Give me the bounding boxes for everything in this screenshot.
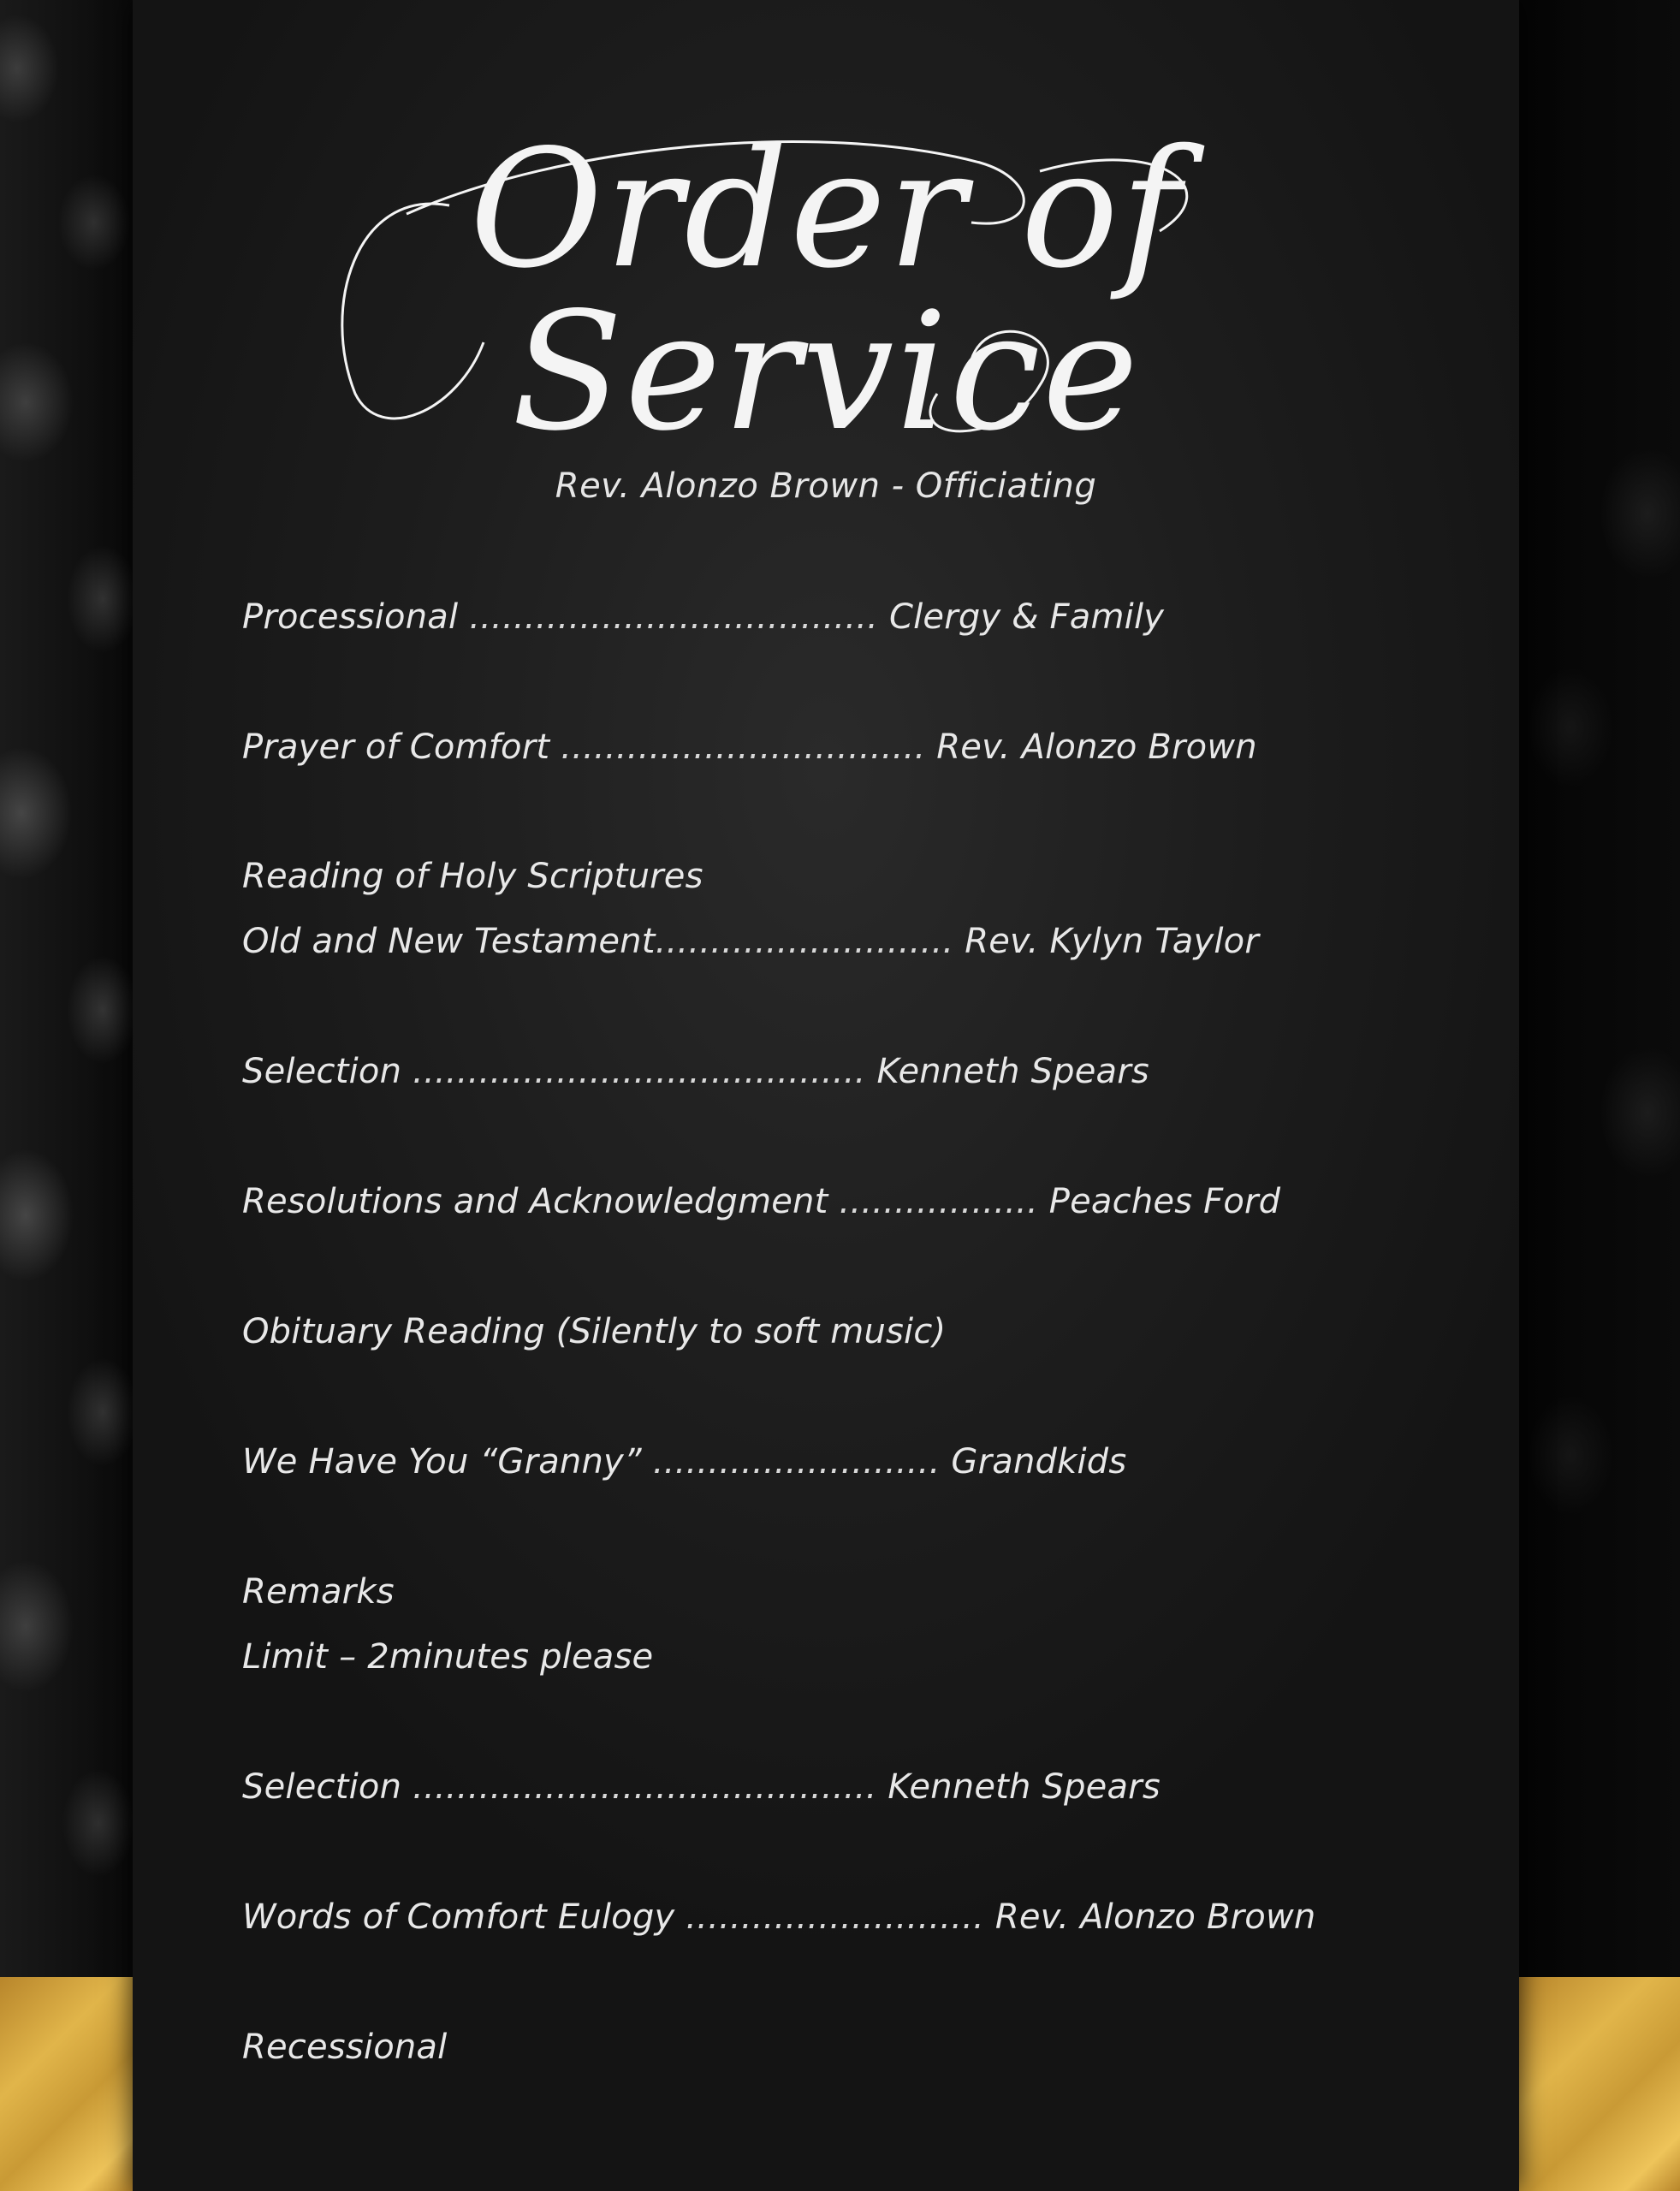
item-label: Obituary Reading (Silently to soft music) bbox=[242, 1312, 947, 1351]
list-item bbox=[242, 1054, 1149, 1089]
item-label: Prayer of Comfort bbox=[242, 727, 550, 767]
right-damask-border bbox=[1519, 0, 1680, 1977]
item-label: Limit – 2minutes please bbox=[242, 1637, 654, 1677]
leader-dots: .................. bbox=[828, 1182, 1038, 1221]
list-item bbox=[242, 1182, 1281, 1221]
item-label: Remarks bbox=[242, 1572, 395, 1612]
list-item bbox=[242, 1572, 395, 1612]
item-person: Rev. Kylyn Taylor bbox=[953, 922, 1259, 961]
item-label: Reading of Holy Scriptures bbox=[242, 857, 703, 896]
item-label: Old and New Testament bbox=[242, 922, 656, 961]
item-label: Words of Comfort Eulogy bbox=[242, 1897, 675, 1937]
item-label: Resolutions and Acknowledgment bbox=[242, 1182, 828, 1221]
list-item bbox=[242, 1312, 947, 1351]
list-item bbox=[242, 859, 703, 894]
leader-dots: ......................................... bbox=[401, 1052, 866, 1091]
leader-dots: .......................... bbox=[641, 1442, 941, 1481]
list-item bbox=[242, 1442, 1127, 1481]
leader-dots: .......................................... bbox=[401, 1767, 877, 1807]
officiant-line: Rev. Alonzo Brown - Officiating bbox=[555, 466, 1097, 506]
list-item bbox=[242, 727, 1257, 767]
list-item bbox=[242, 924, 1259, 959]
item-person: Rev. Alonzo Brown bbox=[925, 727, 1257, 767]
leader-dots: ..................................... bbox=[458, 597, 879, 637]
left-gold-band bbox=[0, 1977, 133, 2191]
item-person: Clergy & Family bbox=[878, 597, 1165, 637]
item-person: Grandkids bbox=[940, 1442, 1127, 1481]
item-label: Selection bbox=[242, 1767, 402, 1807]
item-label: We Have You “Granny” bbox=[242, 1442, 642, 1481]
list-item bbox=[242, 2028, 448, 2067]
list-item bbox=[242, 1897, 1316, 1937]
item-label: Processional bbox=[242, 597, 459, 637]
item-person: Peaches Ford bbox=[1037, 1182, 1281, 1221]
item-person: Kenneth Spears bbox=[865, 1052, 1149, 1091]
list-item bbox=[242, 1767, 1161, 1807]
item-person: Kenneth Spears bbox=[876, 1767, 1161, 1807]
page-title: Order of Service bbox=[469, 115, 1183, 466]
list-item bbox=[242, 597, 1165, 637]
leader-dots: ........................... bbox=[655, 922, 954, 961]
left-damask-border bbox=[0, 0, 133, 1977]
program-panel bbox=[133, 0, 1519, 2191]
right-gold-band bbox=[1519, 1977, 1680, 2191]
list-item bbox=[242, 1637, 654, 1677]
item-label: Selection bbox=[242, 1052, 402, 1091]
leader-dots: ................................. bbox=[549, 727, 926, 767]
leader-dots: ........................... bbox=[674, 1897, 984, 1937]
item-person: Rev. Alonzo Brown bbox=[983, 1897, 1316, 1937]
item-label: Recessional bbox=[242, 2028, 448, 2067]
